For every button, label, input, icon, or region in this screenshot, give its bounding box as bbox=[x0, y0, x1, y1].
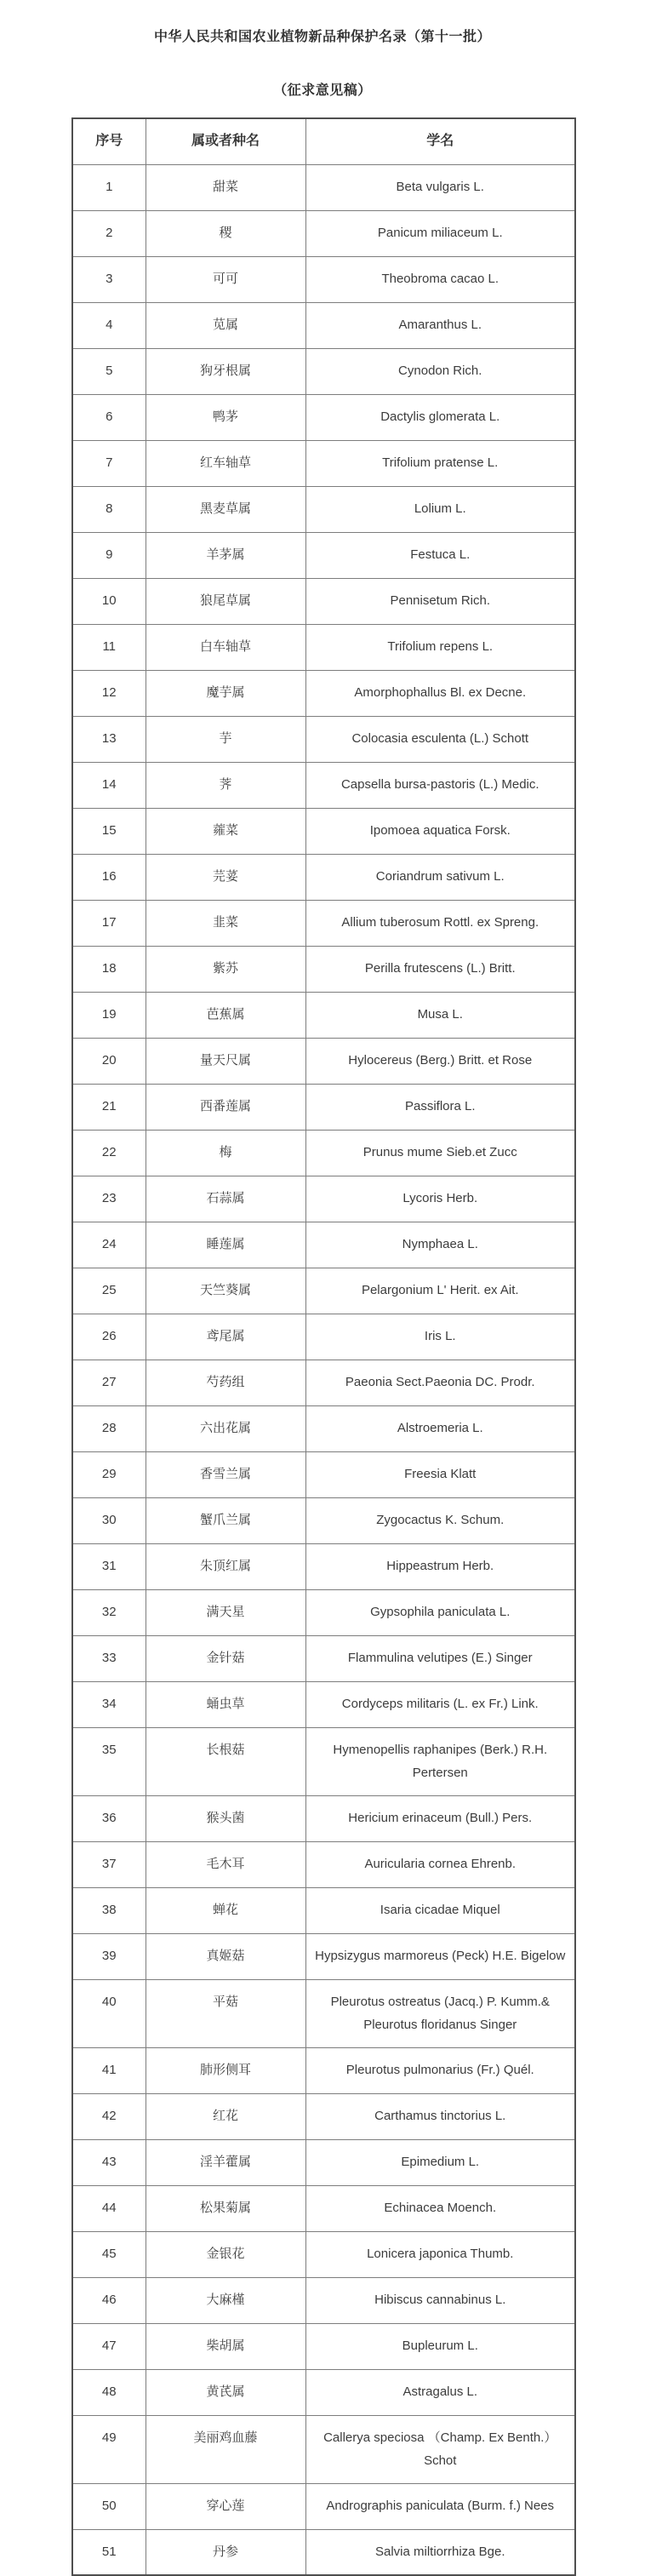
table-row bbox=[72, 624, 575, 670]
row-number-cell: 30 bbox=[72, 1497, 146, 1543]
row-number-cell: 11 bbox=[72, 624, 146, 670]
row-number-cell: 48 bbox=[72, 2369, 146, 2415]
scientific-name-cell: Echinacea Moench. bbox=[305, 2185, 575, 2231]
table-row bbox=[72, 1795, 575, 1841]
table-row bbox=[72, 1360, 575, 1405]
row-number-cell: 14 bbox=[72, 762, 146, 808]
row-number-cell: 40 bbox=[72, 1979, 146, 2047]
table-row bbox=[72, 2093, 575, 2139]
genus-name-cell: 可可 bbox=[146, 256, 305, 302]
scientific-name-cell: Isaria cicadae Miquel bbox=[305, 1887, 575, 1933]
row-number-cell: 7 bbox=[72, 440, 146, 486]
row-number-cell: 29 bbox=[72, 1451, 146, 1497]
row-number-cell: 26 bbox=[72, 1314, 146, 1360]
genus-name-cell: 真姬菇 bbox=[146, 1933, 305, 1979]
table-row bbox=[72, 900, 575, 946]
table-row bbox=[72, 578, 575, 624]
row-number-cell: 42 bbox=[72, 2093, 146, 2139]
genus-name-cell: 天竺葵属 bbox=[146, 1268, 305, 1314]
table-row bbox=[72, 302, 575, 348]
scientific-name-cell: Pleurotus ostreatus (Jacq.) P. Kumm.& Pleurotus floridanus Singer bbox=[305, 1979, 575, 2047]
genus-name-cell: 松果菊属 bbox=[146, 2185, 305, 2231]
table-row bbox=[72, 1979, 575, 2047]
species-table bbox=[71, 117, 576, 2576]
row-number-cell: 44 bbox=[72, 2185, 146, 2231]
scientific-name-cell: Hypsizygus marmoreus (Peck) H.E. Bigelow bbox=[305, 1933, 575, 1979]
genus-name-cell: 柴胡属 bbox=[146, 2323, 305, 2369]
row-number-cell: 17 bbox=[72, 900, 146, 946]
scientific-name-cell: Ipomoea aquatica Forsk. bbox=[305, 808, 575, 854]
table-row bbox=[72, 2139, 575, 2185]
row-number-cell: 34 bbox=[72, 1681, 146, 1727]
row-number-cell: 24 bbox=[72, 1222, 146, 1268]
genus-name-cell: 猴头菌 bbox=[146, 1795, 305, 1841]
species-table-body bbox=[72, 164, 575, 2575]
scientific-name-cell: Panicum miliaceum L. bbox=[305, 210, 575, 256]
scientific-name-cell: Trifolium repens L. bbox=[305, 624, 575, 670]
scientific-name-cell: Prunus mume Sieb.et Zucc bbox=[305, 1130, 575, 1176]
table-row bbox=[72, 486, 575, 532]
scientific-name-cell: Passiflora L. bbox=[305, 1084, 575, 1130]
scientific-name-cell: Nymphaea L. bbox=[305, 1222, 575, 1268]
row-number-cell: 33 bbox=[72, 1635, 146, 1681]
scientific-name-cell: Amorphophallus Bl. ex Decne. bbox=[305, 670, 575, 716]
scientific-name-cell: Cordyceps militaris (L. ex Fr.) Link. bbox=[305, 1681, 575, 1727]
genus-name-cell: 稷 bbox=[146, 210, 305, 256]
table-row bbox=[72, 164, 575, 210]
table-row bbox=[72, 1635, 575, 1681]
genus-name-cell: 红花 bbox=[146, 2093, 305, 2139]
table-row bbox=[72, 1314, 575, 1360]
genus-name-cell: 金针菇 bbox=[146, 1635, 305, 1681]
table-row bbox=[72, 992, 575, 1038]
genus-name-cell: 蟹爪兰属 bbox=[146, 1497, 305, 1543]
row-number-cell: 38 bbox=[72, 1887, 146, 1933]
table-row bbox=[72, 2277, 575, 2323]
genus-name-cell: 肺形侧耳 bbox=[146, 2047, 305, 2093]
genus-name-cell: 芫荽 bbox=[146, 854, 305, 900]
table-row bbox=[72, 1038, 575, 1084]
genus-name-cell: 甜菜 bbox=[146, 164, 305, 210]
scientific-name-cell: Festuca L. bbox=[305, 532, 575, 578]
row-number-cell: 16 bbox=[72, 854, 146, 900]
table-row bbox=[72, 1176, 575, 1222]
scientific-name-cell: Beta vulgaris L. bbox=[305, 164, 575, 210]
table-row bbox=[72, 946, 575, 992]
genus-name-cell: 平菇 bbox=[146, 1979, 305, 2047]
row-number-cell: 23 bbox=[72, 1176, 146, 1222]
row-number-cell: 31 bbox=[72, 1543, 146, 1589]
column-header-genus-name: 属或者种名 bbox=[146, 118, 305, 164]
table-row bbox=[72, 1887, 575, 1933]
genus-name-cell: 毛木耳 bbox=[146, 1841, 305, 1887]
row-number-cell: 8 bbox=[72, 486, 146, 532]
genus-name-cell: 蛹虫草 bbox=[146, 1681, 305, 1727]
row-number-cell: 46 bbox=[72, 2277, 146, 2323]
table-row bbox=[72, 2185, 575, 2231]
genus-name-cell: 紫苏 bbox=[146, 946, 305, 992]
table-row bbox=[72, 1405, 575, 1451]
scientific-name-cell: Flammulina velutipes (E.) Singer bbox=[305, 1635, 575, 1681]
table-row bbox=[72, 1451, 575, 1497]
scientific-name-cell: Iris L. bbox=[305, 1314, 575, 1360]
scientific-name-cell: Astragalus L. bbox=[305, 2369, 575, 2415]
genus-name-cell: 芋 bbox=[146, 716, 305, 762]
row-number-cell: 51 bbox=[72, 2529, 146, 2575]
table-row bbox=[72, 808, 575, 854]
column-header-number: 序号 bbox=[72, 118, 146, 164]
genus-name-cell: 鸢尾属 bbox=[146, 1314, 305, 1360]
genus-name-cell: 狼尾草属 bbox=[146, 578, 305, 624]
row-number-cell: 6 bbox=[72, 394, 146, 440]
row-number-cell: 22 bbox=[72, 1130, 146, 1176]
table-row bbox=[72, 2231, 575, 2277]
species-table-header bbox=[72, 118, 575, 164]
scientific-name-cell: Callerya speciosa （Champ. Ex Benth.）Schot bbox=[305, 2415, 575, 2483]
row-number-cell: 1 bbox=[72, 164, 146, 210]
row-number-cell: 19 bbox=[72, 992, 146, 1038]
table-row bbox=[72, 1841, 575, 1887]
table-row bbox=[72, 1084, 575, 1130]
genus-name-cell: 荠 bbox=[146, 762, 305, 808]
row-number-cell: 20 bbox=[72, 1038, 146, 1084]
scientific-name-cell: Trifolium pratense L. bbox=[305, 440, 575, 486]
scientific-name-cell: Gypsophila paniculata L. bbox=[305, 1589, 575, 1635]
table-row bbox=[72, 1681, 575, 1727]
scientific-name-cell: Hippeastrum Herb. bbox=[305, 1543, 575, 1589]
table-row bbox=[72, 1589, 575, 1635]
genus-name-cell: 大麻槿 bbox=[146, 2277, 305, 2323]
scientific-name-cell: Hylocereus (Berg.) Britt. et Rose bbox=[305, 1038, 575, 1084]
table-row bbox=[72, 670, 575, 716]
table-row bbox=[72, 1268, 575, 1314]
scientific-name-cell: Pennisetum Rich. bbox=[305, 578, 575, 624]
row-number-cell: 49 bbox=[72, 2415, 146, 2483]
table-row bbox=[72, 2483, 575, 2529]
row-number-cell: 18 bbox=[72, 946, 146, 992]
row-number-cell: 5 bbox=[72, 348, 146, 394]
genus-name-cell: 石蒜属 bbox=[146, 1176, 305, 1222]
row-number-cell: 28 bbox=[72, 1405, 146, 1451]
scientific-name-cell: Andrographis paniculata (Burm. f.) Nees bbox=[305, 2483, 575, 2529]
table-row bbox=[72, 2323, 575, 2369]
table-row bbox=[72, 716, 575, 762]
genus-name-cell: 魔芋属 bbox=[146, 670, 305, 716]
scientific-name-cell: Lonicera japonica Thumb. bbox=[305, 2231, 575, 2277]
row-number-cell: 50 bbox=[72, 2483, 146, 2529]
scientific-name-cell: Salvia miltiorrhiza Bge. bbox=[305, 2529, 575, 2575]
table-row bbox=[72, 2415, 575, 2483]
genus-name-cell: 西番莲属 bbox=[146, 1084, 305, 1130]
table-row bbox=[72, 348, 575, 394]
genus-name-cell: 梅 bbox=[146, 1130, 305, 1176]
scientific-name-cell: Capsella bursa-pastoris (L.) Medic. bbox=[305, 762, 575, 808]
table-row bbox=[72, 440, 575, 486]
genus-name-cell: 淫羊藿属 bbox=[146, 2139, 305, 2185]
row-number-cell: 13 bbox=[72, 716, 146, 762]
genus-name-cell: 睡莲属 bbox=[146, 1222, 305, 1268]
scientific-name-cell: Hericium erinaceum (Bull.) Pers. bbox=[305, 1795, 575, 1841]
genus-name-cell: 羊茅属 bbox=[146, 532, 305, 578]
row-number-cell: 43 bbox=[72, 2139, 146, 2185]
genus-name-cell: 金银花 bbox=[146, 2231, 305, 2277]
table-row bbox=[72, 532, 575, 578]
genus-name-cell: 蝉花 bbox=[146, 1887, 305, 1933]
table-row bbox=[72, 2369, 575, 2415]
scientific-name-cell: Theobroma cacao L. bbox=[305, 256, 575, 302]
genus-name-cell: 满天星 bbox=[146, 1589, 305, 1635]
scientific-name-cell: Coriandrum sativum L. bbox=[305, 854, 575, 900]
row-number-cell: 35 bbox=[72, 1727, 146, 1795]
scientific-name-cell: Pelargonium L' Herit. ex Ait. bbox=[305, 1268, 575, 1314]
genus-name-cell: 狗牙根属 bbox=[146, 348, 305, 394]
scientific-name-cell: Zygocactus K. Schum. bbox=[305, 1497, 575, 1543]
genus-name-cell: 丹参 bbox=[146, 2529, 305, 2575]
header-row bbox=[72, 118, 575, 164]
table-row bbox=[72, 762, 575, 808]
table-row bbox=[72, 1933, 575, 1979]
genus-name-cell: 芍药组 bbox=[146, 1360, 305, 1405]
row-number-cell: 12 bbox=[72, 670, 146, 716]
scientific-name-cell: Hymenopellis raphanipes (Berk.) R.H. Pertersen bbox=[305, 1727, 575, 1795]
row-number-cell: 47 bbox=[72, 2323, 146, 2369]
table-row bbox=[72, 2529, 575, 2575]
table-row bbox=[72, 1130, 575, 1176]
row-number-cell: 39 bbox=[72, 1933, 146, 1979]
genus-name-cell: 穿心莲 bbox=[146, 2483, 305, 2529]
table-row bbox=[72, 1222, 575, 1268]
genus-name-cell: 香雪兰属 bbox=[146, 1451, 305, 1497]
page-title: 中华人民共和国农业植物新品种保护名录（第十一批） bbox=[153, 30, 491, 44]
column-header-scientific-name: 学名 bbox=[305, 118, 575, 164]
table-row bbox=[72, 1727, 575, 1795]
scientific-name-cell: Paeonia Sect.Paeonia DC. Prodr. bbox=[305, 1360, 575, 1405]
table-row bbox=[72, 256, 575, 302]
table-row bbox=[72, 2047, 575, 2093]
genus-name-cell: 芭蕉属 bbox=[146, 992, 305, 1038]
row-number-cell: 25 bbox=[72, 1268, 146, 1314]
genus-name-cell: 黑麦草属 bbox=[146, 486, 305, 532]
genus-name-cell: 朱顶红属 bbox=[146, 1543, 305, 1589]
scientific-name-cell: Alstroemeria L. bbox=[305, 1405, 575, 1451]
scientific-name-cell: Pleurotus pulmonarius (Fr.) Quél. bbox=[305, 2047, 575, 2093]
row-number-cell: 2 bbox=[72, 210, 146, 256]
genus-name-cell: 长根菇 bbox=[146, 1727, 305, 1795]
genus-name-cell: 美丽鸡血藤 bbox=[146, 2415, 305, 2483]
species-table-container bbox=[71, 117, 645, 2576]
genus-name-cell: 白车轴草 bbox=[146, 624, 305, 670]
scientific-name-cell: Bupleurum L. bbox=[305, 2323, 575, 2369]
row-number-cell: 36 bbox=[72, 1795, 146, 1841]
table-row bbox=[72, 1543, 575, 1589]
scientific-name-cell: Lycoris Herb. bbox=[305, 1176, 575, 1222]
scientific-name-cell: Dactylis glomerata L. bbox=[305, 394, 575, 440]
row-number-cell: 41 bbox=[72, 2047, 146, 2093]
scientific-name-cell: Hibiscus cannabinus L. bbox=[305, 2277, 575, 2323]
row-number-cell: 32 bbox=[72, 1589, 146, 1635]
genus-name-cell: 韭菜 bbox=[146, 900, 305, 946]
table-row bbox=[72, 1497, 575, 1543]
genus-name-cell: 鸭茅 bbox=[146, 394, 305, 440]
scientific-name-cell: Amaranthus L. bbox=[305, 302, 575, 348]
row-number-cell: 21 bbox=[72, 1084, 146, 1130]
row-number-cell: 4 bbox=[72, 302, 146, 348]
table-row bbox=[72, 854, 575, 900]
scientific-name-cell: Allium tuberosum Rottl. ex Spreng. bbox=[305, 900, 575, 946]
scientific-name-cell: Carthamus tinctorius L. bbox=[305, 2093, 575, 2139]
genus-name-cell: 量天尺属 bbox=[146, 1038, 305, 1084]
scientific-name-cell: Musa L. bbox=[305, 992, 575, 1038]
genus-name-cell: 苋属 bbox=[146, 302, 305, 348]
scientific-name-cell: Lolium L. bbox=[305, 486, 575, 532]
page-subtitle: （征求意见稿） bbox=[273, 83, 372, 98]
genus-name-cell: 六出花属 bbox=[146, 1405, 305, 1451]
scientific-name-cell: Cynodon Rich. bbox=[305, 348, 575, 394]
row-number-cell: 3 bbox=[72, 256, 146, 302]
row-number-cell: 9 bbox=[72, 532, 146, 578]
row-number-cell: 27 bbox=[72, 1360, 146, 1405]
scientific-name-cell: Colocasia esculenta (L.) Schott bbox=[305, 716, 575, 762]
genus-name-cell: 红车轴草 bbox=[146, 440, 305, 486]
row-number-cell: 15 bbox=[72, 808, 146, 854]
row-number-cell: 45 bbox=[72, 2231, 146, 2277]
scientific-name-cell: Epimedium L. bbox=[305, 2139, 575, 2185]
row-number-cell: 37 bbox=[72, 1841, 146, 1887]
scientific-name-cell: Perilla frutescens (L.) Britt. bbox=[305, 946, 575, 992]
table-row bbox=[72, 210, 575, 256]
table-row bbox=[72, 394, 575, 440]
genus-name-cell: 黄芪属 bbox=[146, 2369, 305, 2415]
scientific-name-cell: Auricularia cornea Ehrenb. bbox=[305, 1841, 575, 1887]
scientific-name-cell: Freesia Klatt bbox=[305, 1451, 575, 1497]
genus-name-cell: 蕹菜 bbox=[146, 808, 305, 854]
row-number-cell: 10 bbox=[72, 578, 146, 624]
